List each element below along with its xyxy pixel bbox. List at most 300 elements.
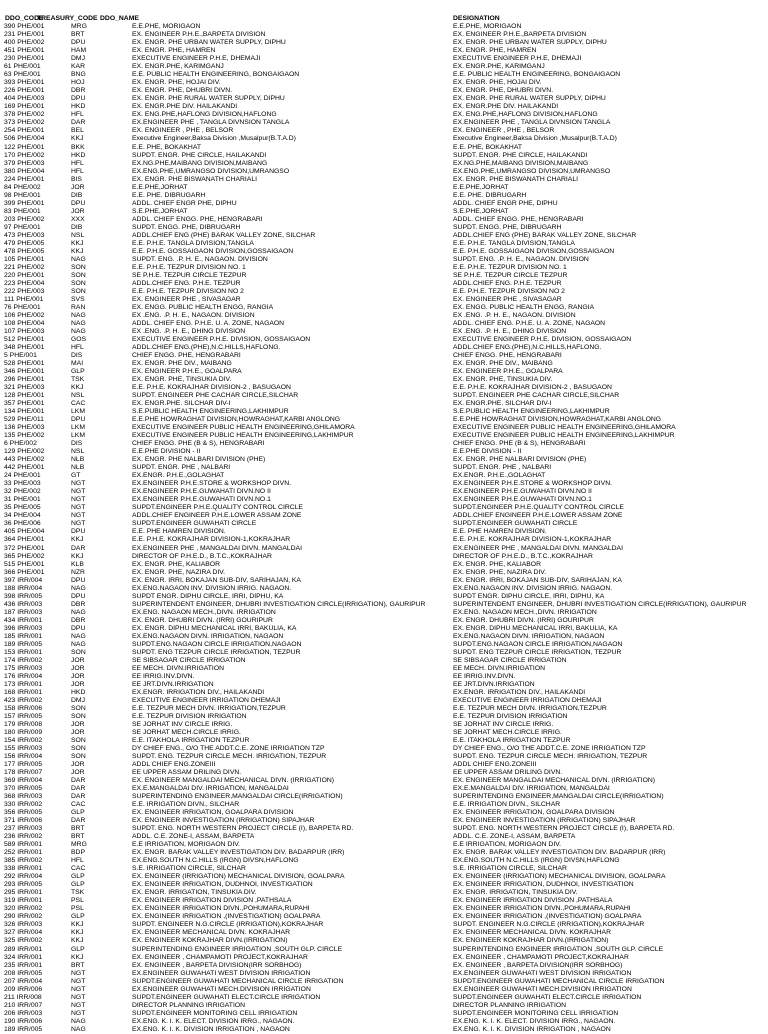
designation-cell: EX.ENGINEER P.H.E.GUWAHATI DIVN.NO.1	[453, 496, 592, 504]
treasury-code-cell: PSL	[71, 897, 84, 905]
designation-cell: EX. ENGINEER (IRRIGATION) MECHANICAL DIVISION, GOALPARA	[453, 873, 666, 881]
designation-cell: E.E. P.H.E. TEZPUR DIVISION NO 2	[453, 287, 565, 295]
ddo-name-cell: ADDL.CHIEF ENG. P.H.E. TEZPUR	[132, 279, 241, 287]
treasury-code-cell: NSL	[71, 448, 85, 456]
treasury-code-cell: GLP	[71, 945, 85, 953]
ddo-code-cell: 174 IRR/002	[4, 656, 43, 664]
ddo-code-cell: 158 IRR/006	[4, 704, 43, 712]
ddo-code-cell: 31 PHE/001	[4, 496, 41, 504]
designation-cell: EX.ENGINEER PHE , MANGALDAI DIVN. MANGALDAI	[453, 544, 623, 552]
ddo-code-cell: 105 PHE/001	[4, 255, 45, 263]
ddo-name-cell: EX. ENGR.PHE. SILCHAR DIV-I	[132, 400, 231, 408]
treasury-code-cell: TSK	[71, 376, 85, 384]
designation-cell: EX.ENG. NAGAON MECH.,DIVN. IRRIGATION	[453, 608, 597, 616]
ddo-name-cell: EX. ENGR. PHE RURAL WATER SUPPLY, DIPHU	[132, 95, 285, 103]
treasury-code-cell: JOR	[71, 183, 85, 191]
designation-cell: EX.ENG. K. I. K. DIVISION IRRIGATION , NAGAON	[453, 1025, 611, 1033]
designation-cell: EX. ENGINEER , BARPETA DIVISION(IRR SORBHOG)	[453, 961, 623, 969]
treasury-code-cell: JOR	[71, 728, 85, 736]
ddo-name-cell: EE MECH. DIVN.IRRIGATION	[132, 664, 225, 672]
treasury-code-cell: DMJ	[71, 55, 85, 63]
ddo-name-cell: SE SIBSAGAR CIRCLE IRRIGATION	[132, 656, 246, 664]
ddo-name-cell: EX.ENGINEER P.H.E.STORE & WORKSHOP DIVN.	[132, 480, 292, 488]
ddo-name-cell: EX. ENGR. DHUBRI DIVN. (IRRI) GOURIPUR	[132, 616, 273, 624]
ddo-code-cell: 390 PHE/001	[4, 23, 45, 31]
ddo-code-cell: 107 PHE/003	[4, 327, 45, 335]
ddo-code-cell: 479 PHE/005	[4, 239, 45, 247]
designation-cell: SE JORHAT INV CIRCLE IRRIG.	[453, 720, 554, 728]
ddo-name-cell: SUPDT. ENGR. PHE CIRCLE, HAILAKANDI	[132, 151, 267, 159]
designation-cell: CHIEF ENGG. PHE, HENGRABARI	[453, 352, 562, 360]
treasury-code-cell: DPU	[71, 592, 86, 600]
designation-cell: EX .ENG. .P. H. E., NAGAON. DIVISION	[453, 311, 576, 319]
treasury-code-cell: NGT	[71, 985, 86, 993]
treasury-code-cell: JOR	[71, 656, 85, 664]
designation-cell: E.E. IRRIGATION DIVN., SILCHAR	[453, 801, 561, 809]
ddo-code-cell: 36 PHE/006	[4, 520, 41, 528]
designation-cell: EX.NG.PHE,MAIBANG DIVISION,MAIBANG	[453, 159, 589, 167]
ddo-code-cell: 436 IRR/003	[4, 600, 43, 608]
treasury-code-cell: MRG	[71, 841, 87, 849]
designation-cell: SE P.H.E. TEZPUR CIRCLE TEZPUR	[453, 271, 568, 279]
treasury-code-cell: NAG	[71, 632, 86, 640]
ddo-code-cell: 5 PHE/001	[4, 352, 37, 360]
treasury-code-cell: DPU	[71, 199, 86, 207]
ddo-name-cell: EXECUTIVE ENGINEER P.H.E. DIVISION, GOSSAIGAON	[132, 335, 311, 343]
ddo-code-cell: 254 PHE/001	[4, 127, 45, 135]
treasury-code-cell: JOR	[71, 769, 85, 777]
designation-cell: EX. ENGR. PHE RURAL WATER SUPPLY, DIPHU	[453, 95, 606, 103]
ddo-name-cell: EX. ENGR. PHE BISWANATH CHARIALI	[132, 175, 258, 183]
header-designation: DESIGNATION	[453, 15, 500, 22]
treasury-code-cell: HKD	[71, 151, 86, 159]
ddo-code-cell: 180 IRR/009	[4, 728, 43, 736]
ddo-name-cell: E.E IRRIGATION, MORIGAON DIV.	[132, 841, 241, 849]
designation-cell: E.E.PHE HOWRAGHAT DIVISION,HOWRAGHAT,KARBI ANGLONG	[453, 416, 662, 424]
treasury-code-cell: NAG	[71, 255, 86, 263]
ddo-name-cell: SUPDT. ENG. TEZPUR CIRCLE MECH. IRRIGATION, TEZPUR	[132, 753, 327, 761]
treasury-code-cell: NGT	[71, 480, 86, 488]
ddo-name-cell: EX.ENG. NAGAON MECH.,DIVN. IRRIGATION	[132, 608, 276, 616]
ddo-code-cell: 6 PHE/002	[4, 440, 37, 448]
ddo-code-cell: 252 IRR/001	[4, 849, 43, 857]
treasury-code-cell: BRT	[71, 825, 85, 833]
ddo-code-cell: 221 PHE/002	[4, 263, 45, 271]
ddo-name-cell: EX.ENGINEER P.H.E.GUWAHATI DIVN.NO II	[132, 488, 271, 496]
treasury-code-cell: DAR	[71, 777, 86, 785]
ddo-name-cell: S.E. IRRIGATION CIRCLE, SILCHAR	[132, 865, 246, 873]
ddo-name-cell: EX.ENG. K. I. K. ELECT. DIVISION IRRG., NAGAON.	[132, 1017, 295, 1025]
ddo-name-cell: EX. ENGR. PHE, KALIABOR	[132, 560, 221, 568]
ddo-code-cell: 529 PHE/011	[4, 416, 44, 424]
ddo-code-cell: 128 PHE/001	[4, 392, 45, 400]
ddo-name-cell: EX. ENGINEER IRRIGATION ,(INVESTIGATION) GOALPARA	[132, 913, 321, 921]
treasury-code-cell: SON	[71, 287, 86, 295]
ddo-code-cell: 226 PHE/001	[4, 87, 45, 95]
ddo-name-cell: ADDL. CHIEF ENGG. PHE, HENGRABARI	[132, 215, 263, 223]
designation-cell: E.E. P.H.E. GOSSAIGAON DIVISION,GOSSAIGAON	[453, 247, 615, 255]
ddo-name-cell: EX. ENGR.PHE, KARIMGANJ	[132, 63, 224, 71]
ddo-code-cell: 203 PHE/002	[4, 215, 45, 223]
treasury-code-cell: DBR	[71, 616, 86, 624]
designation-cell: E.E. PHE, BOKAKHAT	[453, 143, 522, 151]
treasury-code-cell: JOR	[71, 680, 85, 688]
treasury-code-cell: BRT	[71, 31, 85, 39]
designation-cell: EX. ENGR. BARAK VALLEY INVESTIGATION DIV. BADARPUR (IRR)	[453, 849, 666, 857]
designation-cell: EXECUTIVE ENGINEER IRRIGATION DHEMAJI	[453, 696, 602, 704]
treasury-code-cell: JOR	[71, 761, 85, 769]
designation-cell: EX. ENGINEER IRRIGATION DIVN.,POHUMARA,RUPAHI	[453, 905, 631, 913]
ddo-name-cell: SUPDT.ENGINEER GUWAHATI CIRCLE	[132, 520, 257, 528]
designation-cell: EX.ENG.NAGAON INV. DIVISION IRRIG. NAGAON.	[453, 584, 613, 592]
ddo-name-cell: EX.ENG.SOUTH N.C.HILLS (IRGN) DIVSN,HAFLONG	[132, 857, 299, 865]
ddo-name-cell: S.E.PUBLIC HEALTH ENGINEERING,LAKHIMPUR	[132, 408, 289, 416]
ddo-code-cell: 398 IRR/005	[4, 592, 43, 600]
ddo-code-cell: 210 IRR/007	[4, 1001, 43, 1009]
ddo-code-cell: 129 PHE/002	[4, 448, 45, 456]
designation-cell: ADDL.CHIEF ENGINEER P.H.E.LOWER ASSAM ZONE	[453, 512, 623, 520]
ddo-code-cell: 364 PHE/001	[4, 536, 45, 544]
treasury-code-cell: HFL	[71, 857, 84, 865]
ddo-name-cell: SE P.H.E. TEZPUR CIRCLE TEZPUR	[132, 271, 247, 279]
designation-cell: CHIEF ENGG. PHE (B & S), HENGRABARI	[453, 440, 586, 448]
treasury-code-cell: NZR	[71, 568, 85, 576]
treasury-code-cell: BNG	[71, 71, 86, 79]
treasury-code-cell: KKJ	[71, 536, 84, 544]
ddo-name-cell: EX. ENGINEER P.H.E.,BARPETA DIVISION	[132, 31, 266, 39]
ddo-code-cell: 393 PHE/001	[4, 79, 45, 87]
ddo-code-cell: 189 IRR/005	[4, 640, 43, 648]
treasury-code-cell: KKJ	[71, 552, 84, 560]
ddo-code-cell: 61 PHE/001	[4, 63, 41, 71]
ddo-code-cell: 76 PHE/001	[4, 303, 41, 311]
ddo-name-cell: EX. ENGR. DIPHU MECHANICAL IRRI, BAKULIA, KA	[132, 624, 297, 632]
ddo-code-cell: 321 PHE/003	[4, 384, 45, 392]
ddo-code-cell: 84 PHE/002	[4, 183, 41, 191]
ddo-name-cell: EX. ENGR. PHE, TINSUKIA DIV.	[132, 376, 232, 384]
ddo-name-cell: EX .ENG. .P. H. E., NAGAON. DIVISION	[132, 311, 255, 319]
ddo-code-cell: 206 IRR/003	[4, 1009, 43, 1017]
ddo-code-cell: 405 PHE/004	[4, 528, 45, 536]
designation-cell: EX. ENGINEER IRRIGATION, DUDHNOI, INVESTIGATION	[453, 881, 634, 889]
designation-cell: DY CHIEF ENG., O/O THE ADDT.C.E. ZONE IRRIGATION TZP	[453, 745, 646, 752]
ddo-code-cell: 290 IRR/002	[4, 913, 43, 921]
designation-cell: E.E.PHE, MORIGAON	[453, 23, 522, 31]
ddo-name-cell: SUPERINTENDING ENGINEER,MANGALDAI CIRCLE(IRRIGATION)	[132, 793, 343, 801]
treasury-code-cell: GLP	[71, 809, 85, 817]
designation-cell: EX. ENGR. DHUBRI DIVN. (IRRI) GOURIPUR	[453, 616, 594, 624]
designation-cell: E.E.PHE DIVISION - II	[453, 448, 522, 456]
treasury-code-cell: CAC	[71, 865, 86, 873]
designation-cell: EX. ENGINEER PHE , SIVASAGAR	[453, 295, 562, 303]
ddo-code-cell: 434 IRR/001	[4, 616, 43, 624]
ddo-name-cell: EX. ENGINEER INVESTIGATION (IRRIGATION) SIPAJHAR	[132, 817, 315, 825]
ddo-code-cell: 224 PHE/001	[4, 175, 45, 183]
treasury-code-cell: LKM	[71, 432, 85, 440]
designation-cell: SUPDT. ENGR. PHE CIRCLE, HAILAKANDI	[453, 151, 588, 159]
ddo-code-cell: 319 IRR/001	[4, 897, 43, 905]
treasury-code-cell: NLB	[71, 456, 85, 464]
treasury-code-cell: CAC	[71, 400, 86, 408]
header-ddo-name: DDO_NAME	[100, 15, 139, 22]
designation-cell: EX. ENGINEER KOKRAJHAR DIVN.(IRRIGATION)	[453, 937, 609, 945]
ddo-code-cell: 397 IRR/004	[4, 576, 43, 584]
ddo-name-cell: E.E.PHE DIVISION - II	[132, 448, 201, 456]
ddo-code-cell: 369 IRR/004	[4, 777, 43, 785]
ddo-name-cell: EX. ENGINEER PHE , SIVASAGAR	[132, 295, 241, 303]
treasury-code-cell: SVS	[71, 295, 85, 303]
ddo-name-cell: E.E.PHE HOWRAGHAT DIVISION,HOWRAGHAT,KARBI ANGLONG	[132, 416, 341, 424]
ddo-code-cell: 396 IRR/003	[4, 624, 43, 632]
treasury-code-cell: DIS	[71, 440, 83, 448]
treasury-code-cell: MAI	[71, 360, 84, 368]
ddo-code-cell: 175 IRR/003	[4, 664, 43, 672]
ddo-name-cell: EX. ENGINEER , PHE , BELSOR	[132, 127, 234, 135]
ddo-code-cell: 24 PHE/001	[4, 472, 41, 480]
ddo-name-cell: DY CHIEF ENG., O/O THE ADDT.C.E. ZONE IRRIGATION TZP	[132, 745, 325, 752]
designation-cell: EX. ENGG. PUBLIC HEALTH ENGG, RANGIA	[453, 303, 595, 311]
ddo-code-cell: 296 PHE/001	[4, 376, 45, 384]
designation-cell: E.E. P.H.E. KOKRAJHAR DIVISION-1,KOKRAJHAR	[453, 536, 612, 544]
designation-cell: EX. ENGINEER P.H.E., GOALPARA	[453, 368, 563, 376]
designation-cell: EX. ENGR. IRRIGATION, TINSUKIA DIV.	[453, 889, 578, 897]
designation-cell: ADDL.CHIEF ENG. P.H.E. TEZPUR	[453, 279, 562, 287]
ddo-code-cell: 293 IRR/005	[4, 881, 43, 889]
ddo-code-cell: 399 PHE/001	[4, 199, 45, 207]
treasury-code-cell: JOR	[71, 672, 85, 680]
treasury-code-cell: KAR	[71, 63, 85, 71]
ddo-name-cell: E.E.PHE, MORIGAON	[132, 23, 201, 31]
designation-cell: EX. ENGR. PHE, HAMREN	[453, 47, 537, 55]
designation-cell: E.E. PUBLIC HEALTH ENGINEERING, BONGAIGAON	[453, 71, 621, 79]
ddo-name-cell: EX. ENGR. BARAK VALLEY INVESTIGATION DIV. BADARPUR (IRR)	[132, 849, 345, 857]
treasury-code-cell: BIS	[71, 175, 82, 183]
ddo-code-cell: 451 PHE/001	[4, 47, 45, 55]
ddo-name-cell: EX. ENGR.PHE DIV. HAILAKANDI	[132, 103, 238, 111]
treasury-code-cell: DPU	[71, 95, 86, 103]
treasury-code-cell: NAG	[71, 311, 86, 319]
treasury-code-cell: NGT	[71, 969, 86, 977]
ddo-name-cell: EX. ENGR. PHE, NAZIRA DIV.	[132, 568, 226, 576]
ddo-name-cell: EX.ENGR. P.H.E.,GOLAGHAT	[132, 472, 225, 480]
treasury-code-cell: KKJ	[71, 921, 84, 929]
ddo-code-cell: 188 IRR/004	[4, 584, 43, 592]
designation-cell: SUPERINTENDING ENGINEER IRRIGATION ,SOUTH GLP. CIRCLE	[453, 945, 664, 953]
designation-cell: EX. ENG.PHE,HAFLONG DIVISION,HAFLONG	[453, 111, 598, 119]
designation-cell: ADDL CHIEF ENG.ZONEIII	[453, 761, 537, 769]
designation-cell: EX.ENGINEER P.H.E.GUWAHATI DIVN.NO II	[453, 488, 592, 496]
treasury-code-cell: GLP	[71, 881, 85, 889]
ddo-name-cell: S.E.PHE,JORHAT	[132, 207, 188, 215]
designation-cell: EX. ENGR.PHE. SILCHAR DIV-I	[453, 400, 552, 408]
ddo-code-cell: 371 IRR/006	[4, 817, 43, 825]
ddo-name-cell: E.E. P.H.E. KOKRAJHAR DIVISION-1,KOKRAJHAR	[132, 536, 291, 544]
designation-cell: E.E. P.H.E. TEZPUR DIVISION NO. 1	[453, 263, 567, 271]
treasury-code-cell: SON	[71, 736, 86, 744]
designation-cell: SUPDT. ENG TEZPUR CIRCLE IRRIGATION, TEZPUR	[453, 648, 622, 656]
ddo-code-cell: 157 IRR/005	[4, 712, 43, 720]
designation-cell: ADDL. CHIEF ENGG. PHE, HENGRABARI	[453, 215, 584, 223]
ddo-name-cell: EE IRRIG.INV.DIVN.	[132, 672, 195, 680]
ddo-name-cell: EX.ENGINEER GUWAHATI WEST DIVISION IRRIGATION	[132, 969, 311, 977]
treasury-code-cell: SON	[71, 712, 86, 720]
designation-cell: EX. ENGR. PHE BISWANATH CHARIALI	[453, 175, 579, 183]
treasury-code-cell: MRG	[71, 23, 87, 31]
designation-cell: E.E. ITAKHOLA IRRIGATION TEZPUR	[453, 736, 571, 744]
ddo-code-cell: 385 IRR/002	[4, 857, 43, 865]
treasury-code-cell: NGT	[71, 977, 86, 985]
ddo-name-cell: EX. ENGG. PUBLIC HEALTH ENGG, RANGIA	[132, 303, 274, 311]
ddo-code-cell: 356 IRR/005	[4, 809, 43, 817]
ddo-name-cell: ADDL. C.E. ZONE-I, ASSAM, BARPETA	[132, 833, 255, 841]
header-treasury-code: TREASURY_CODE	[37, 15, 98, 22]
ddo-name-cell: E.E. P.H.E. KOKRAJHAR DIVISION-2 , BASUGAON	[132, 384, 291, 392]
treasury-code-cell: HKD	[71, 103, 86, 111]
ddo-name-cell: EXECUTIVE ENGINEER IRRIGATION DHEMAJI	[132, 696, 281, 704]
designation-cell: EX. ENGINEER , PHE , BELSOR	[453, 127, 555, 135]
ddo-name-cell: EX.ENGINEER GUWAHATI MECH.DIVISION IRRIGATION	[132, 985, 311, 993]
treasury-code-cell: SON	[71, 704, 86, 712]
ddo-code-cell: 346 PHE/001	[4, 368, 45, 376]
ddo-code-cell: 289 IRR/001	[4, 945, 43, 953]
header-ddo-code: DDO_CODE	[5, 15, 44, 22]
treasury-code-cell: NAG	[71, 608, 86, 616]
treasury-code-cell: NAG	[71, 640, 86, 648]
designation-cell: SUPERINTENDENT ENGINEER, DHUBRI INVESTIGATION CIRCLE(IRRIGATION), GAURIPUR	[453, 600, 747, 608]
treasury-code-cell: HFL	[71, 111, 84, 119]
ddo-name-cell: EX. ENGINEER MANGALDAI MECHANICAL DIVN. (IRRIGATION)	[132, 777, 335, 785]
designation-cell: EX. ENGINEER INVESTIGATION (IRRIGATION) SIPAJHAR	[453, 817, 636, 825]
ddo-code-cell: 365 PHE/002	[4, 552, 45, 560]
ddo-name-cell: EX. ENGINEER , CHAMPAMOTI PROJECT,KOKRAJHAR	[132, 953, 308, 961]
ddo-code-cell: 170 PHE/002	[4, 151, 45, 159]
designation-cell: EX. ENGR. PHE, DHUBRI DIVN.	[453, 87, 554, 95]
ddo-code-cell: 154 IRR/002	[4, 736, 43, 744]
ddo-name-cell: E.E. PHE HAMREN DIVISION.	[132, 528, 226, 536]
treasury-code-cell: KKJ	[71, 247, 84, 255]
designation-cell: EE UPPER ASSAM DRILING DIVN.	[453, 769, 563, 777]
designation-cell: EX.ENGINEER GUWAHATI MECH.DIVISION IRRIGATION	[453, 985, 632, 993]
ddo-name-cell: EX. ENGINEER IRRIGATION, DUDHNOI, INVESTIGATION	[132, 881, 313, 889]
designation-cell: S.E. IRRIGATION CIRCLE, SILCHAR	[453, 865, 567, 873]
ddo-code-cell: 231 PHE/001	[4, 31, 45, 39]
ddo-name-cell: E.E. P.H.E. TANGLA DIVISION,TANGLA	[132, 239, 254, 247]
ddo-name-cell: SUPDT.ENG.NAGAON CIRCLE IRRIGATION,NAGAON	[132, 640, 302, 648]
ddo-name-cell: SUPERINTENDENT ENGINEER, DHUBRI INVESTIGATION CIRCLE(IRRIGATION), GAURIPUR	[132, 600, 426, 608]
ddo-code-cell: 478 PHE/005	[4, 247, 45, 255]
ddo-code-cell: 190 IRR/006	[4, 1017, 43, 1025]
treasury-code-cell: NAG	[71, 584, 86, 592]
designation-cell: SE JORHAT MECH.CIRCLE IRRIG.	[453, 728, 562, 736]
treasury-code-cell: KKJ	[71, 937, 84, 945]
treasury-code-cell: DPU	[71, 624, 86, 632]
designation-cell: DIRECTOR PLANNING IRRIGATION	[453, 1001, 567, 1009]
ddo-name-cell: EX.E.MANGALDAI DIV. IRRIGATION, MANGALDAI	[132, 785, 289, 793]
ddo-name-cell: EX. ENGR. PHE DIV., MAIBANG	[132, 360, 232, 368]
ddo-code-cell: 173 IRR/001	[4, 680, 43, 688]
ddo-code-cell: 134 PHE/001	[4, 408, 45, 416]
ddo-code-cell: 373 PHE/002	[4, 119, 45, 127]
ddo-name-cell: E.E. P.H.E. TEZPUR DIVISION NO 2	[132, 287, 244, 295]
designation-cell: EE IRRIG.INV.DIVN.	[453, 672, 516, 680]
ddo-name-cell: EX.ENGINEER P.H.E.GUWAHATI DIVN.NO.1	[132, 496, 271, 504]
ddo-code-cell: 372 PHE/001	[4, 544, 45, 552]
ddo-code-cell: 209 IRR/006	[4, 985, 43, 993]
designation-cell: EX. ENGR. PHE DIV., MAIBANG	[453, 360, 553, 368]
designation-cell: EXECUTIVE ENGINEER PUBLIC HEALTH ENGINEERING,GHILAMORA	[453, 424, 676, 432]
ddo-name-cell: ADDL. CHIEF ENGR PHE, DIPHU	[132, 199, 237, 207]
treasury-code-cell: HFL	[71, 167, 84, 175]
designation-cell: EX. ENGINEER MECHANICAL DIVN. KOKRAJHAR	[453, 929, 611, 937]
ddo-code-cell: 222 PHE/003	[4, 287, 45, 295]
ddo-name-cell: CHIEF ENGG. PHE, HENGRABARI	[132, 352, 241, 360]
ddo-code-cell: 379 PHE/003	[4, 159, 45, 167]
ddo-code-cell: 230 PHE/001	[4, 55, 45, 63]
ddo-name-cell: EE JRT.DIVN.IRRIGATION	[132, 680, 214, 688]
ddo-name-cell: EX. ENGINEER , BARPETA DIVISION(IRR SORBHOG)	[132, 961, 302, 969]
designation-cell: EX.ENGINEER PHE , TANGLA DIVNSION TANGLA	[453, 119, 611, 127]
treasury-code-cell: DIB	[71, 191, 83, 199]
treasury-code-cell: NGT	[71, 520, 86, 528]
ddo-name-cell: SE JORHAT MECH.CIRCLE IRRIG.	[132, 728, 241, 736]
designation-cell: EE MECH. DIVN.IRRIGATION	[453, 664, 546, 672]
ddo-name-cell: EX. ENGR. PHE, HAMREN	[132, 47, 216, 55]
treasury-code-cell: NGT	[71, 993, 86, 1001]
designation-cell: E.E. P.H.E. TANGLA DIVISION,TANGLA	[453, 239, 575, 247]
treasury-code-cell: NGT	[71, 504, 86, 512]
designation-cell: EXECUTIVE ENGINEER PUBLIC HEALTH ENGINEERING,LAKHIMPUR	[453, 432, 675, 440]
designation-cell: EX.ENGINEER GUWAHATI WEST DIVISION IRRIGATION	[453, 969, 632, 977]
treasury-code-cell: CAC	[71, 801, 86, 809]
designation-cell: SE SIBSAGAR CIRCLE IRRIGATION	[453, 656, 567, 664]
ddo-name-cell: EX.ENGR. IRRIGATION DIV., HAILAKANDI	[132, 688, 265, 696]
treasury-code-cell: HKD	[71, 688, 86, 696]
ddo-name-cell: Executive Engineer,Baksa Division ,Musalpur(B.T.A.D)	[132, 135, 296, 143]
treasury-code-cell: SON	[71, 753, 86, 761]
treasury-code-cell: DAR	[71, 544, 86, 552]
treasury-code-cell: GLP	[71, 368, 85, 376]
ddo-code-cell: 185 IRR/001	[4, 632, 43, 640]
ddo-code-cell: 368 IRR/003	[4, 793, 43, 801]
ddo-name-cell: SUPDT. ENGR. PHE , NALBARI	[132, 464, 231, 472]
ddo-name-cell: ADDL.CHIEF ENGINEER P.H.E.LOWER ASSAM ZONE	[132, 512, 302, 520]
treasury-code-cell: LKM	[71, 424, 85, 432]
ddo-name-cell: EX.NG.PHE,MAIBANG DIVISION,MAIBANG	[132, 159, 268, 167]
treasury-code-cell: KKJ	[71, 384, 84, 392]
ddo-name-cell: EX. ENGINEER KOKRAJHAR DIVN.(IRRIGATION)	[132, 937, 288, 945]
ddo-name-cell: SUPDT. ENGINEER PHE CACHAR CIRCLE,SILCHAR	[132, 392, 299, 400]
ddo-name-cell: SE JORHAT INV CIRCLE IRRIG.	[132, 720, 233, 728]
designation-cell: S.E.PHE,JORHAT	[453, 207, 509, 215]
ddo-code-cell: 97 PHE/001	[4, 223, 41, 231]
ddo-code-cell: 153 IRR/001	[4, 648, 43, 656]
ddo-name-cell: E.E. P.H.E. GOSSAIGAON DIVISION,GOSSAIGAON	[132, 247, 294, 255]
ddo-code-cell: 235 IRR/001	[4, 961, 43, 969]
treasury-code-cell: NAG	[71, 1025, 86, 1033]
designation-cell: EX.E.MANGALDAI DIV. IRRIGATION, MANGALDAI	[453, 785, 610, 793]
designation-cell: EX. ENGINEER , CHAMPAMOTI PROJECT,KOKRAJHAR	[453, 953, 629, 961]
ddo-code-cell: 178 IRR/007	[4, 769, 43, 777]
ddo-code-cell: 83 PHE/001	[4, 207, 41, 215]
treasury-code-cell: GLP	[71, 873, 85, 881]
ddo-name-cell: EX. ENGR. PHE URBAN WATER SUPPLY, DIPHU	[132, 39, 286, 47]
ddo-code-cell: 320 IRR/002	[4, 905, 43, 913]
ddo-code-cell: 135 PHE/002	[4, 432, 45, 440]
designation-cell: EX. ENGR. PHE, NAZIRA DIV.	[453, 568, 547, 576]
designation-cell: EX.ENG.PHE,UMRANGSO DIVISION,UMRANGSO	[453, 167, 611, 175]
treasury-code-cell: SON	[71, 279, 86, 287]
designation-cell: SUPDT. ENG. .P. H. E., NAGAON. DIVISION	[453, 255, 589, 263]
